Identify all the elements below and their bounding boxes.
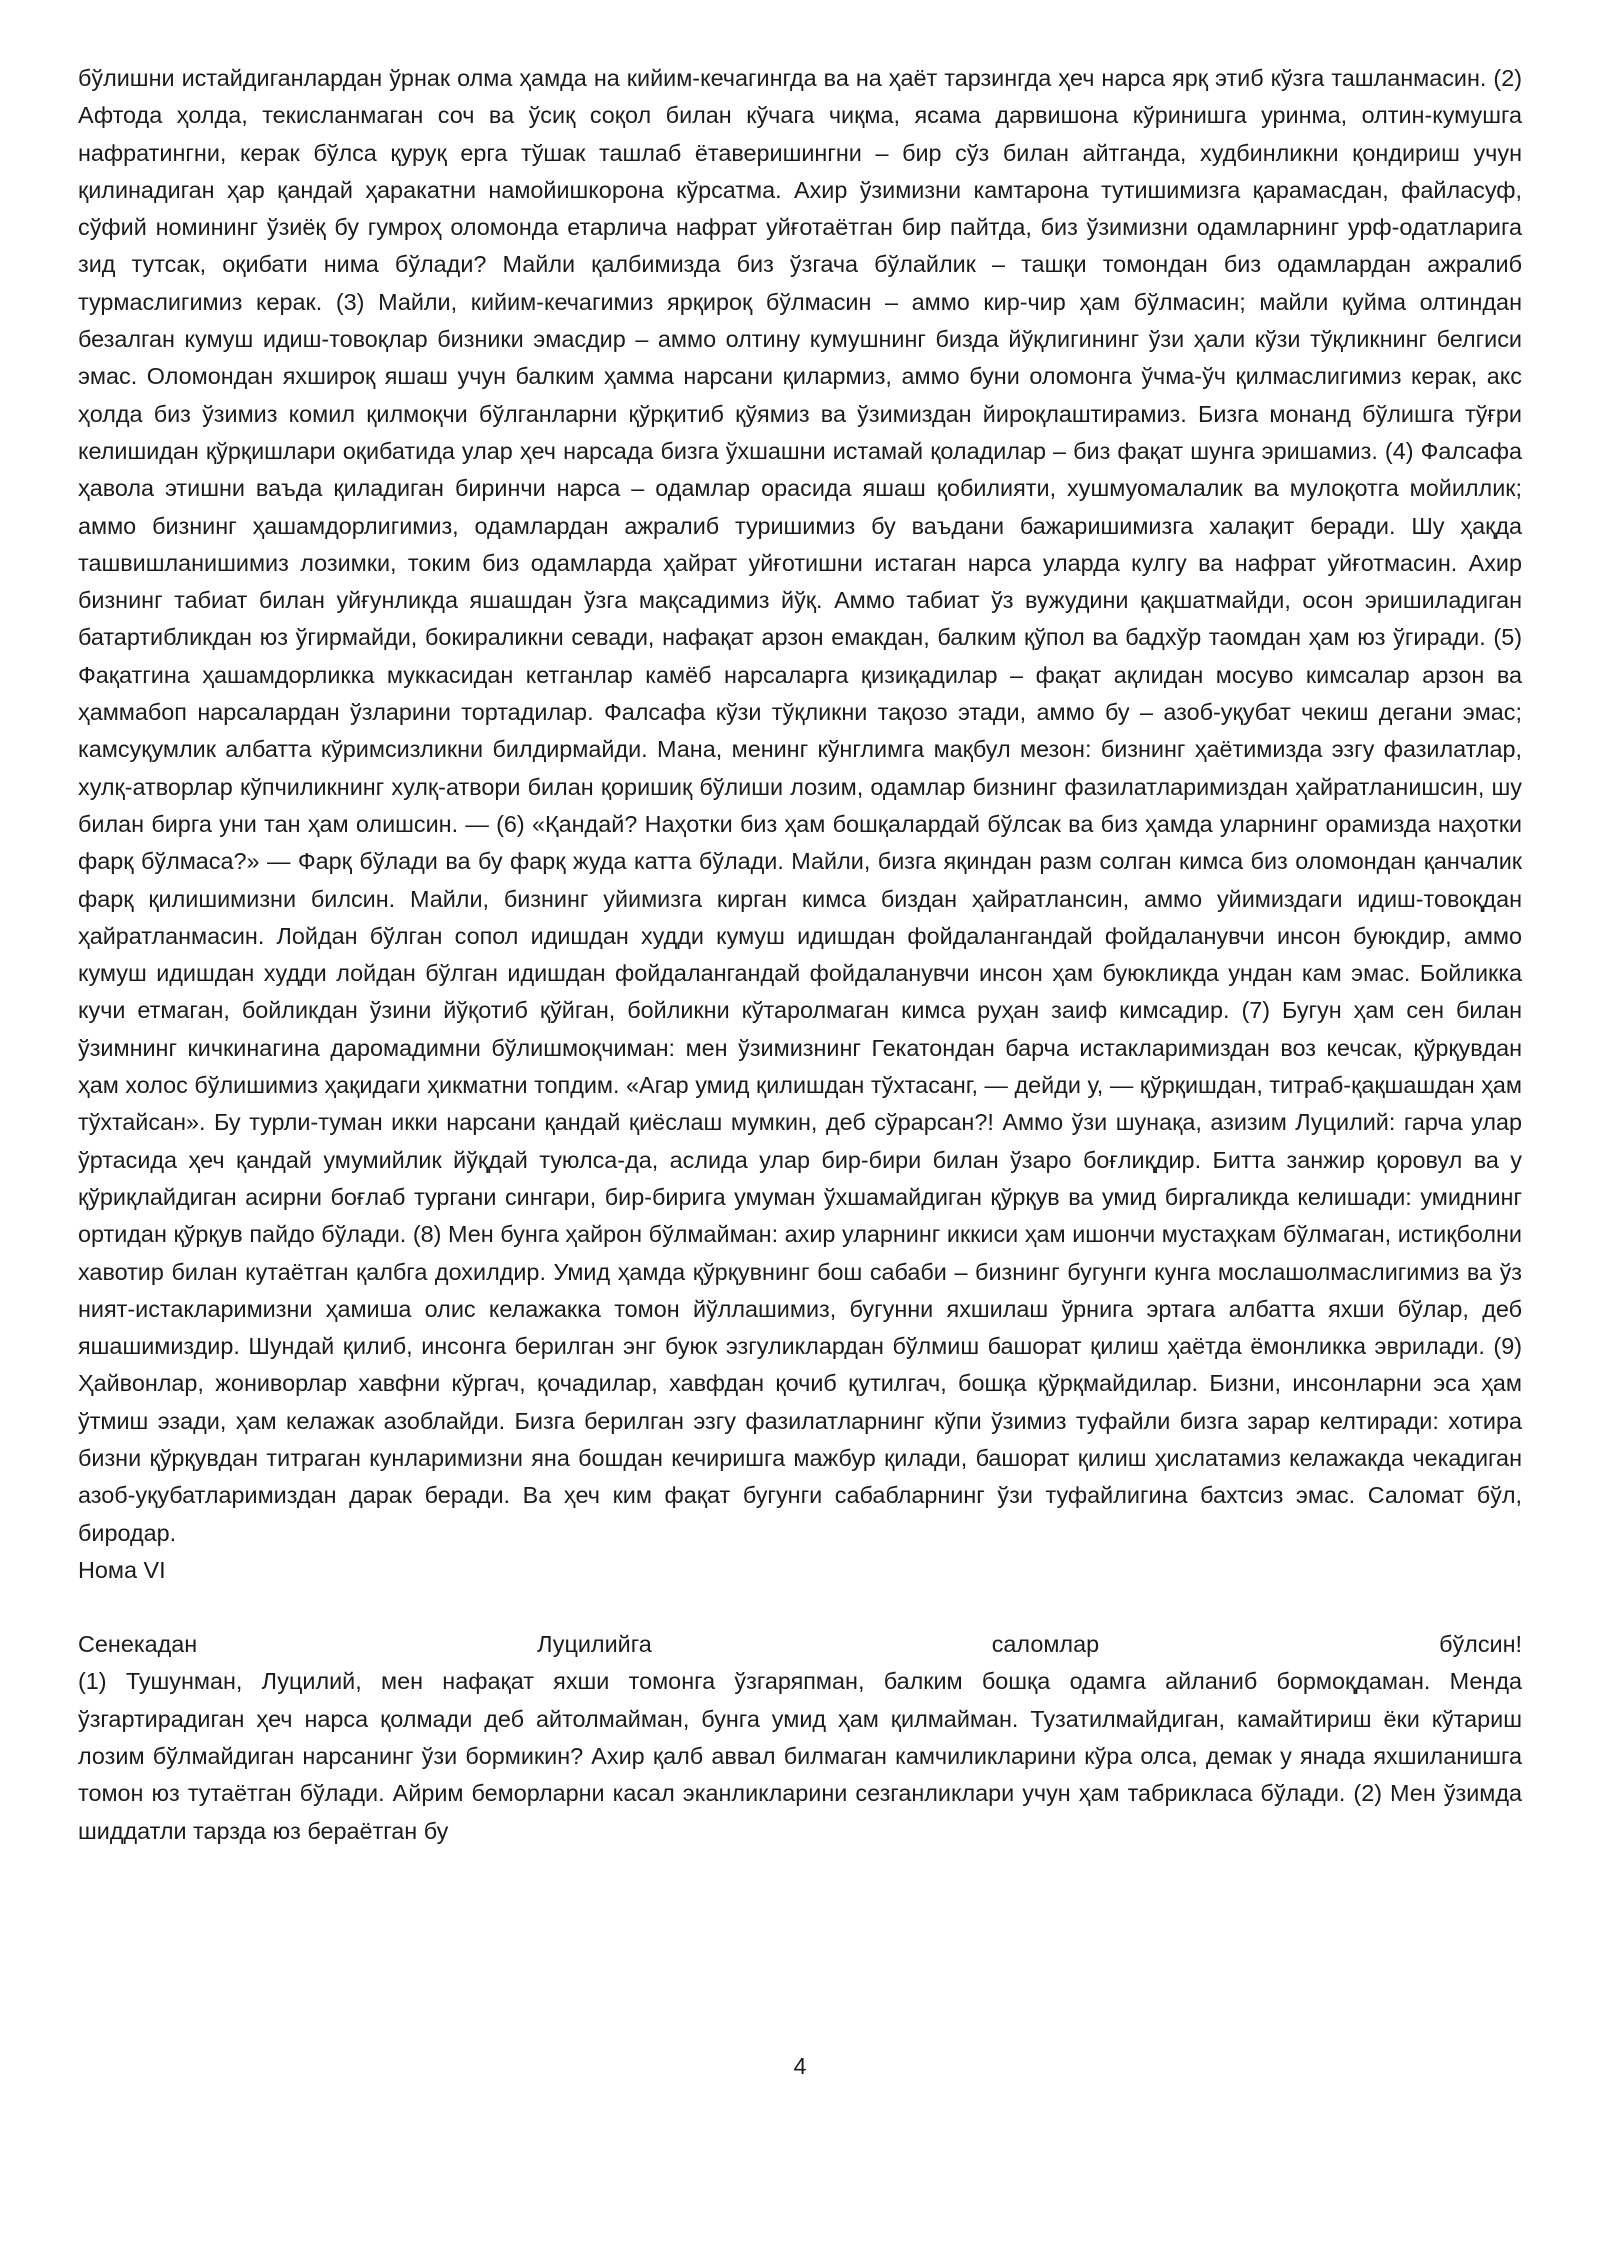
greeting-word: бўлсин!: [1439, 1631, 1522, 1658]
greeting-word: Луцилийга: [537, 1631, 652, 1658]
page-number: 4: [793, 2053, 807, 2079]
greeting-word: саломлар: [991, 1631, 1100, 1658]
body-paragraph: (1) Тушунман, Луцилий, мен нафақат яхши томонга ўзгаряпман, балким бошқа одамга айланиб бормоқдаман. Менда ўзгартирадиган ҳеч нарса қолмади деб айтолмайман, бунга умид ҳам қилмайман. Тузатилмайдиган, камайтириш ёки кўтариш лозим бўлмайдиган нарсанинг ўзи бормикин? Ахир қалб аввал билмаган камчиликларини кўра олса, демак у янада яхшиланишга томон юз тутаётган бўлади. Айрим беморларни касал эканликларини сезганликлари учун ҳам табрикласа бўлади. (2) Мен ўзимда шиддатли тарзда юз бераётган бу: [78, 1668, 1522, 1844]
greeting-word: Сенекадан: [78, 1631, 198, 1658]
body-paragraph: бўлишни истайдиганлардан ўрнак олма ҳамда на кийим-кечагингда ва на ҳаёт тарзингда ҳеч нарса ярқ этиб кўзга ташланмасин. (2) Афтода ҳолда, текисланмаган соч ва ўсиқ соқол билан кўчага чиқма, ясама дарвишона кўринишга уринма, олтин-кумушга нафратингни, керак бўлса қуруқ ерга тўшак ташлаб ётаверишингни – бир сўз билан айтганда, худбинликни қондириш учун қилинадиган ҳар қандай ҳаракатни намойишкорона кўрсатма. Ахир ўзимизни камтарона тутишимизга қарамасдан, файласуф, сўфий номининг ўзиёқ бу гумроҳ оломонда етарлича нафрат уйғотаётган бир пайтда, биз ўзимизни одамларнинг урф-одатларига зид тутсак, оқибати нима бўлади? Майли қалбимизда биз ўзгача бўлайлик – ташқи томондан биз одамлардан ажралиб турмаслигимиз керак. (3) Майли, кийим-кечагимиз ярқироқ бўлмасин – аммо кир-чир ҳам бўлмасин; майли қуйма олтиндан безалган кумуш идиш-товоқлар бизники эмасдир – аммо олтину кумушнинг бизда йўқлигининг ўзи ҳали кўзи тўқликнинг белгиси эмас. Оломондан яхшироқ яшаш учун балким ҳамма нарсани қилармиз, аммо буни оломонга ўчма-ўч қилмаслигимиз керак, акс ҳолда биз ўзимиз комил қилмоқчи бўлганларни қўрқитиб қўямиз ва ўзимиздан йироқлаштирамиз. Бизга монанд бўлишга тўғри келишидан қўрқишлари оқибатида улар ҳеч нарсада бизга ўхшашни истамай қоладилар – биз фақат шунга эришамиз. (4) Фалсафа ҳавола этишни ваъда қиладиган биринчи нарса – одамлар орасида яшаш қобилияти, хушмуомалалик ва мулоқотга мойиллик; аммо бизнинг ҳашамдорлигимиз, одамлардан ажралиб туришимиз бу ваъдани бажаришимизга халақит беради. Шу ҳақда ташвишланишимиз лозимки, токим биз одамларда ҳайрат уйғотишни истаган нарса уларда кулгу ва нафрат уйғотмасин. Ахир бизнинг табиат билан уйғунликда яшашдан ўзга мақсадимиз йўқ. Аммо табиат ўз вужудини қақшатмайди, осон эришиладиган батартибликдан юз ўгирмайди, бокираликни севади, нафақат арзон емакдан, балким қўпол ва бадхўр таомдан ҳам юз ўгиради. (5) Фақатгина ҳашамдорликка муккасидан кетганлар камёб нарсаларга қизиқадилар – фақат ақлидан мосуво кимсалар арзон ва ҳаммабоп нарсалардан ўзларини тортадилар. Фалсафа кўзи тўқликни тақозо этади, аммо бу – азоб-уқубат чекиш дегани эмас; камсуқумлик албатта кўримсизликни билдирмайди. Мана, менинг кўнглимга мақбул мезон: бизнинг ҳаётимизда эзгу фазилатлар, хулқ-атворлар кўпчиликнинг хулқ-атвори билан қоришиқ бўлиши лозим, одамлар бизнинг фазилатларимиздан ҳайратланишсин, шу билан бирга уни тан ҳам олишсин. — (6) «Қандай? Наҳотки биз ҳам бошқалардай бўлсак ва биз ҳамда уларнинг орамизда наҳотки фарқ бўлмаса?» — Фарқ бўлади ва бу фарқ жуда катта бўлади. Майли, бизга яқиндан разм солган кимса биз оломондан қанчалик фарқ қилишимизни билсин. Майли, бизнинг уйимизга кирган кимса биздан ҳайратлансин, аммо уйимиздаги идиш-товоқдан ҳайратланмасин. Лойдан бўлган сопол идишдан худди кумуш идишдан фойдалангандай фойдаланувчи инсон буюкдир, аммо кумуш идишдан худди лойдан бўлган идишдан фойдалангандай фойдаланувчи инсон ҳам буюкликда ундан кам эмас. Бойликка кучи етмаган, бойликдан ўзини йўқотиб қўйган, бойликни кўтаролмаган кимса руҳан заиф кимсадир. (7) Бугун ҳам сен билан ўзимнинг кичкинагина даромадимни бўлишмоқчиман: мен ўзимизнинг Гекатондан барча истакларимиздан воз кечсак, қўрқувдан ҳам холос бўлишимиз ҳақидаги ҳикматни топдим. «Агар умид қилишдан тўхтасанг, — дейди у, — қўрқишдан, титраб-қақшашдан ҳам тўхтайсан». Бу турли-туман икки нарсани қандай қиёслаш мумкин, деб сўрарсан?! Аммо ўзи шунақа, азизим Луцилий: гарча улар ўртасида ҳеч қандай умумийлик йўқдай туюлса-да, аслида улар бир-бири билан ўзаро боғлиқдир. Битта занжир қоровул ва у қўриқлайдиган асирни боғлаб тургани сингари, бир-бирига умуман ўхшамайдиган қўрқув ва умид биргаликда келишади: умиднинг ортидан қўрқув пайдо бўлади. (8) Мен бунга ҳайрон бўлмайман: ахир уларнинг иккиси ҳам ишончи мустаҳкам бўлмаган, истиқболни хавотир билан кутаётган қалбга дохилдир. Умид ҳамда қўрқувнинг бош сабаби – бизнинг бугунги кунга мослашолмаслигимиз ва ўз ният-истакларимизни ҳамиша олис келажакка томон йўллашимиз, бугунни яхшилаш ўрнига эртага албатта яхши бўлар, деб яшашимиздир. Шундай қилиб, инсонга берилган энг буюк эзгуликлардан бўлмиш башорат қилиш ҳаётда ёмонликка эврилади. (9) Ҳайвонлар, жониворлар хавфни кўргач, қочадилар, хавфдан қочиб қутилгач, бошқа қўрқмайдилар. Бизни, инсонларни эса ҳам ўтмиш эзади, ҳам келажак азоблайди. Бизга берилган эзгу фазилатларнинг кўпи ўзимиз туфайли бизга зарар келтиради: хотира бизни қўрқувдан титраган кунларимизни яна бошдан кечиришга мажбур қилади, башорат қилиш ҳислатамиз келажакда чекадиган азоб-уқубатларимиздан дарак беради. Ва ҳеч ким фақат бугунги сабабларнинг ўзи туфайлигина бахтсиз эмас. Саломат бўл, биродар.: [78, 65, 1522, 1546]
blank-line: [78, 1589, 1522, 1626]
letter-heading: Нома VI: [78, 1556, 166, 1583]
document-body: [78, 60, 1522, 1850]
letter-greeting: [78, 1626, 1522, 1663]
